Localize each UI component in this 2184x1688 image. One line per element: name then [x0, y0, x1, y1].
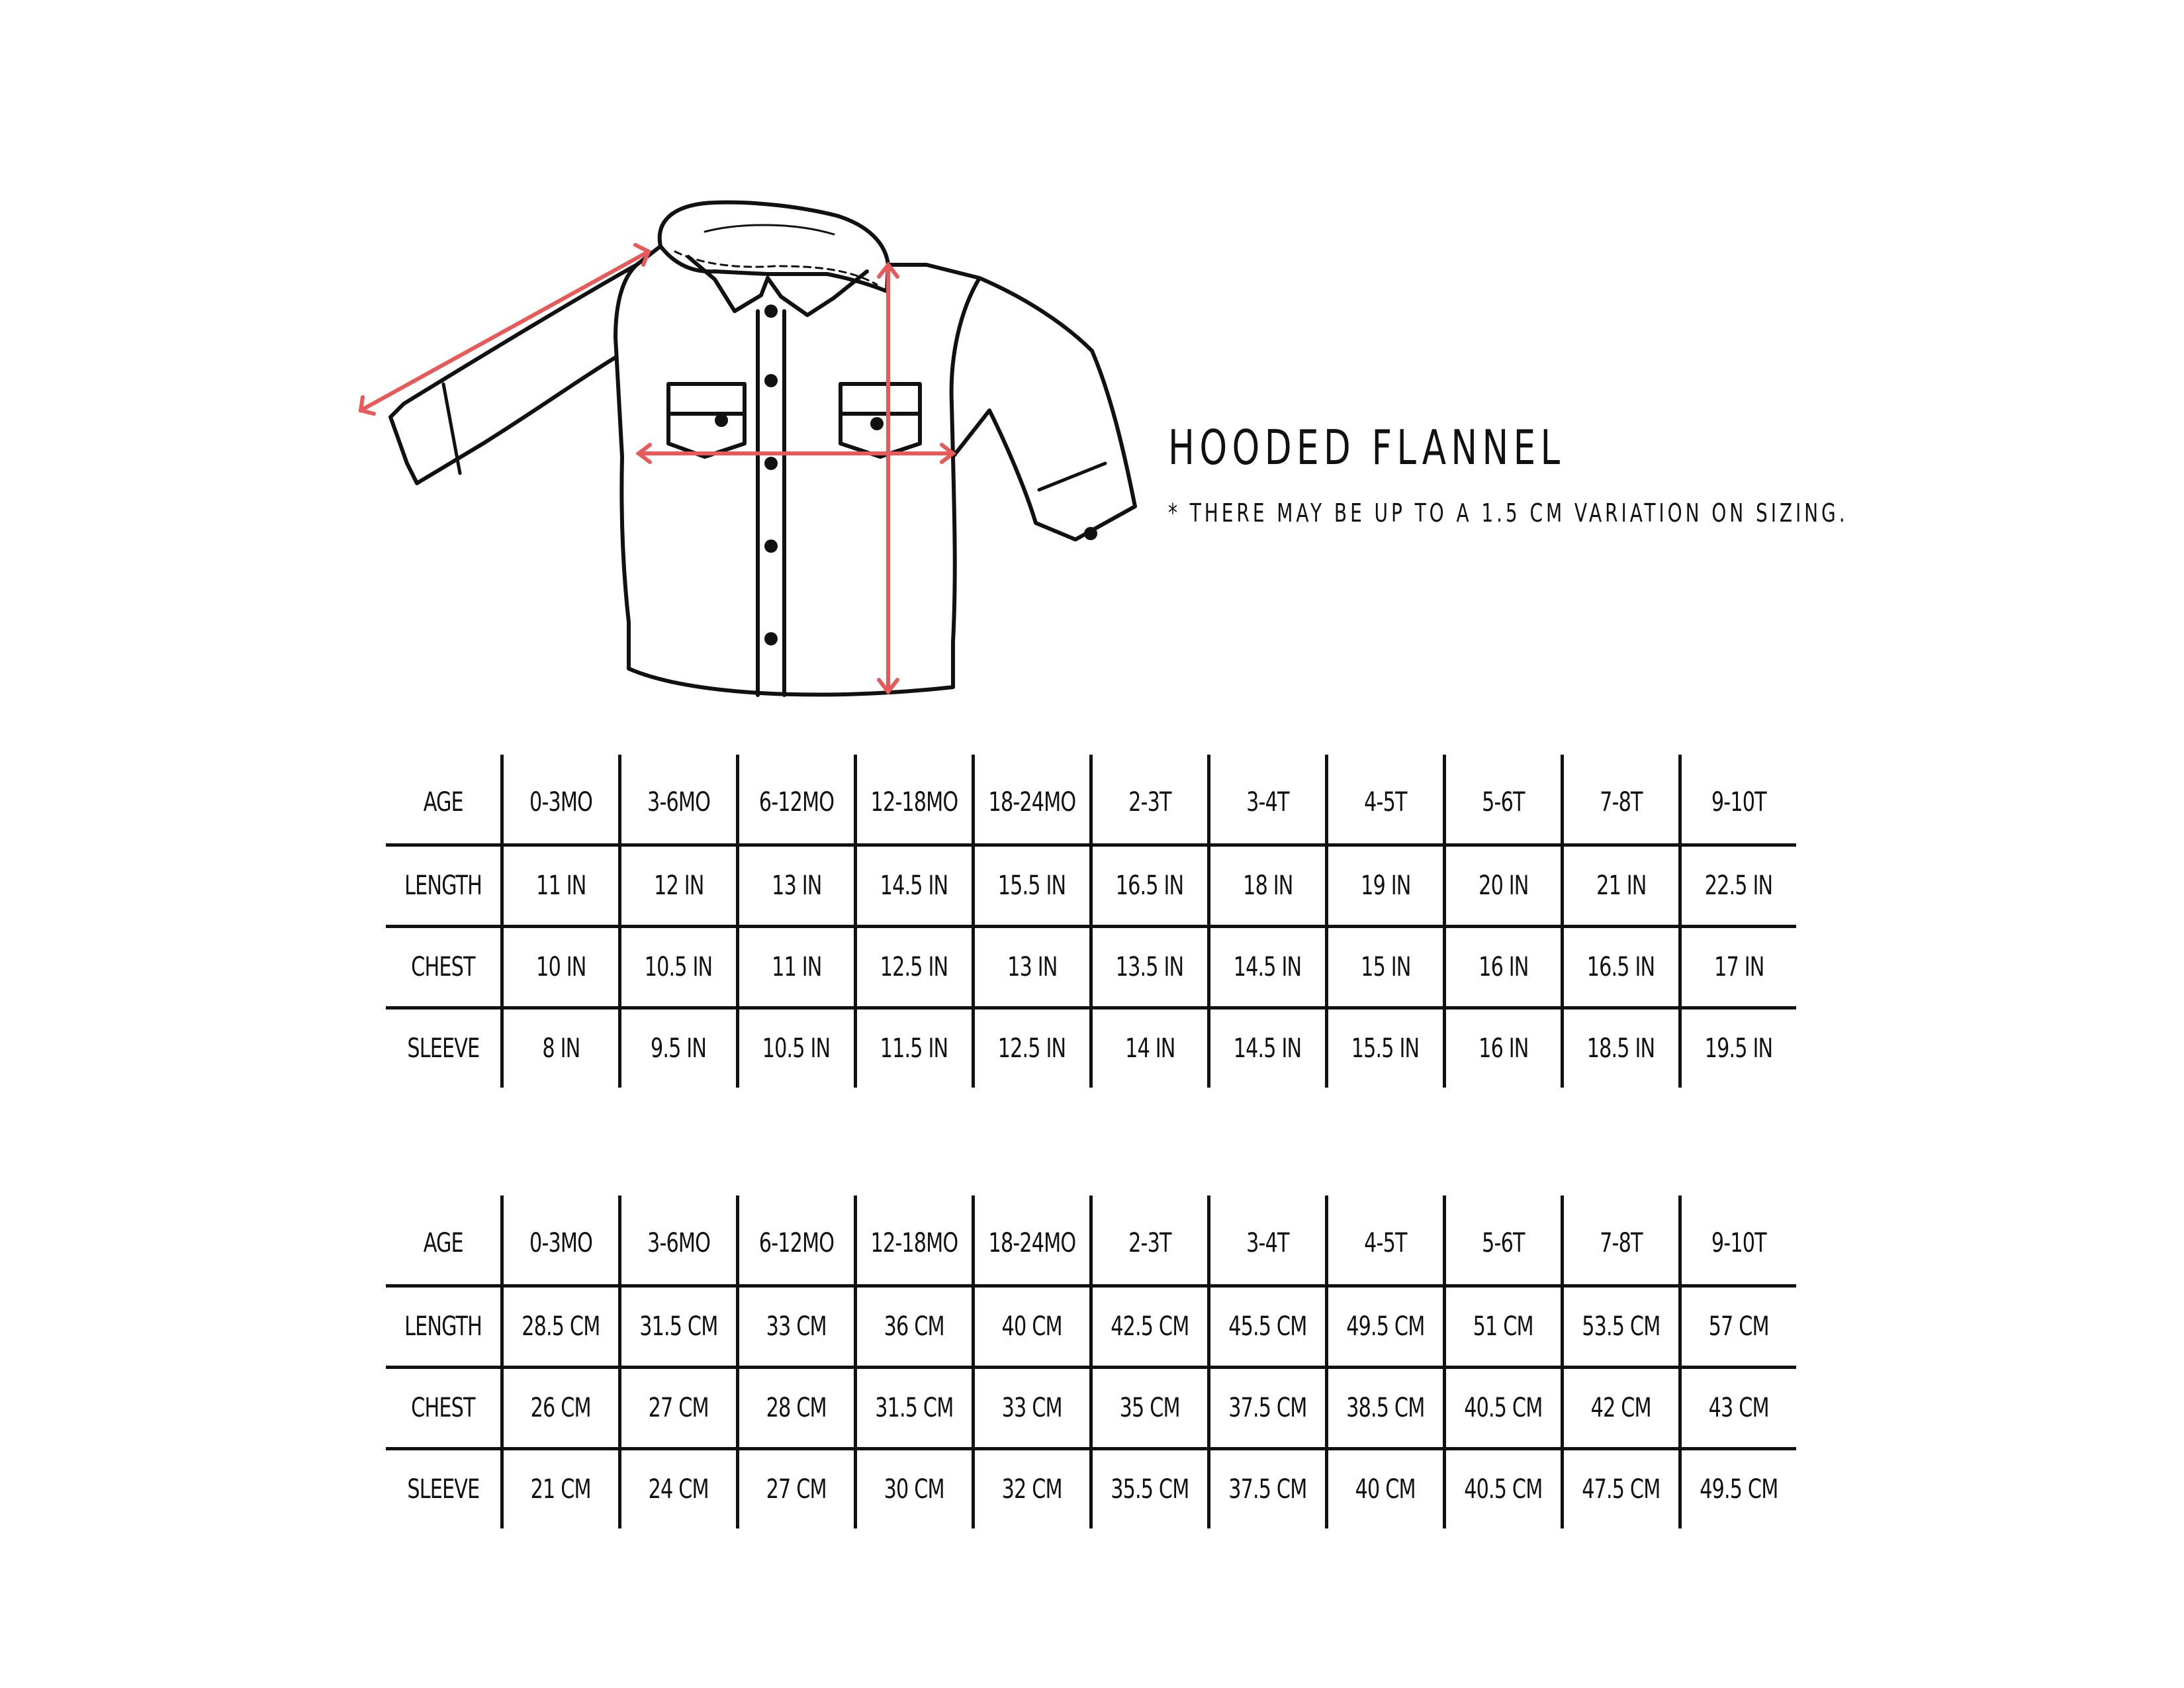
table-cell: 37.5 CM — [1209, 1449, 1327, 1529]
table-cell: 19 IN — [1327, 845, 1445, 927]
table-cell: 26 CM — [502, 1368, 620, 1449]
table-cell: 42.5 CM — [1091, 1286, 1209, 1368]
table-cell: 27 CM — [738, 1449, 856, 1529]
table-cell: 35.5 CM — [1091, 1449, 1209, 1529]
header-cell: 3-4T — [1209, 755, 1327, 845]
header-cell: 18-24MO — [974, 1196, 1091, 1286]
button-5 — [764, 632, 778, 645]
table-cell: 15.5 IN — [1327, 1008, 1445, 1088]
table-cell: 10.5 IN — [738, 1008, 856, 1088]
header-cell: 2-3T — [1091, 1196, 1209, 1286]
table-cell: 57 CM — [1680, 1286, 1797, 1368]
table-cell: 40.5 CM — [1445, 1368, 1563, 1449]
table-cell: 40 CM — [974, 1286, 1091, 1368]
header-cell: AGE — [423, 1228, 463, 1258]
table-cell: 16.5 IN — [1091, 845, 1209, 927]
table-cell: 18 IN — [1209, 845, 1327, 927]
table-row-sleeve — [386, 1449, 1796, 1529]
table-cell: 38.5 CM — [1327, 1368, 1445, 1449]
table-cell: SLEEVE — [386, 1449, 502, 1529]
pocket-left — [668, 384, 745, 457]
table-cell: 45.5 CM — [1209, 1286, 1327, 1368]
table-row-chest — [386, 927, 1796, 1008]
table-cell: 13.5 IN — [1091, 927, 1209, 1008]
header-cell: 3-6MO — [620, 1196, 738, 1286]
table-cell: 28.5 CM — [502, 1286, 620, 1368]
header-cell: 4-5T — [1327, 1196, 1445, 1286]
table-cell: 47.5 CM — [1563, 1449, 1680, 1529]
header-cell: 5-6T — [1445, 1196, 1563, 1286]
table-cell: 11 IN — [502, 845, 620, 927]
table-cell: 27 CM — [620, 1368, 738, 1449]
table-cell: 40.5 CM — [1445, 1449, 1563, 1529]
table-cell: 49.5 CM — [1680, 1449, 1797, 1529]
table-cell: 10 IN — [502, 927, 620, 1008]
header-cell: 4-5T — [1327, 755, 1445, 845]
table-cell: 49.5 CM — [1327, 1286, 1445, 1368]
header-cell: 7-8T — [1563, 1196, 1680, 1286]
table-cell: 14.5 IN — [856, 845, 974, 927]
table-cell: 13 IN — [974, 927, 1091, 1008]
header-cell: 5-6T — [1445, 755, 1563, 845]
hood-inner-fold — [705, 225, 834, 234]
header-cell: 0-3MO — [502, 755, 620, 845]
table-cell: LENGTH — [386, 1286, 502, 1368]
table-row-length — [386, 845, 1796, 927]
button-4 — [764, 539, 778, 553]
table-cell: 21 IN — [1563, 845, 1680, 927]
table-cell: 8 IN — [502, 1008, 620, 1088]
table-cell: 43 CM — [1680, 1368, 1797, 1449]
sizing-note: * THERE MAY BE UP TO A 1.5 CM VARIATION ON SIZING. — [1168, 498, 1848, 528]
table-cell: 13 IN — [738, 845, 856, 927]
table-cell: 37.5 CM — [1209, 1368, 1327, 1449]
table-cell: 51 CM — [1445, 1286, 1563, 1368]
table-cell: 31.5 CM — [620, 1286, 738, 1368]
table-cell: 12.5 IN — [856, 927, 974, 1008]
table-cell: 12 IN — [620, 845, 738, 927]
header-cell: 9-10T — [1680, 755, 1797, 845]
header-cell: 3-6MO — [620, 755, 738, 845]
table-row-sleeve — [386, 1008, 1796, 1088]
table-cell: 21 CM — [502, 1449, 620, 1529]
header-cell: 12-18MO — [856, 1196, 974, 1286]
flannel-illustration — [344, 179, 1138, 748]
table-cell: 30 CM — [856, 1449, 974, 1529]
table-cell: 35 CM — [1091, 1368, 1209, 1449]
table-cell: 16.5 IN — [1563, 927, 1680, 1008]
table-cell: LENGTH — [386, 845, 502, 927]
table-cell: CHEST — [386, 927, 502, 1008]
table-cell: 10.5 IN — [620, 927, 738, 1008]
header-cell: 6-12MO — [738, 1196, 856, 1286]
header-cell: 6-12MO — [738, 755, 856, 845]
page-title: HOODED FLANNEL — [1168, 420, 1565, 475]
table-cell: 16 IN — [1445, 1008, 1563, 1088]
header-cell: 2-3T — [1091, 755, 1209, 845]
table-cell: 18.5 IN — [1563, 1008, 1680, 1088]
table-cell: 11 IN — [738, 927, 856, 1008]
table-cell: 53.5 CM — [1563, 1286, 1680, 1368]
hood-outline — [660, 203, 888, 291]
button-1 — [764, 305, 778, 318]
table-cell: 20 IN — [1445, 845, 1563, 927]
table-cell: CHEST — [386, 1368, 502, 1449]
left-cuff-line — [443, 384, 460, 473]
header-cell: 12-18MO — [856, 755, 974, 845]
flannel-drawing — [344, 179, 1138, 748]
button-3 — [764, 457, 778, 470]
table-cell: 16 IN — [1445, 927, 1563, 1008]
header-cell: 3-4T — [1209, 1196, 1327, 1286]
size-table-inches — [386, 755, 1796, 1088]
title-block — [1168, 420, 1962, 528]
header-cell: AGE — [423, 787, 463, 818]
header-cell: 7-8T — [1563, 755, 1680, 845]
size-table-cm — [386, 1196, 1796, 1528]
table-cell: 17 IN — [1680, 927, 1797, 1008]
table-cell: 9.5 IN — [620, 1008, 738, 1088]
table-header-row — [386, 755, 1796, 845]
table-cell: 33 CM — [974, 1368, 1091, 1449]
table-cell: 40 CM — [1327, 1449, 1445, 1529]
table-cell: 14.5 IN — [1209, 927, 1327, 1008]
table-cell: 31.5 CM — [856, 1368, 974, 1449]
right-sleeve-outline — [953, 278, 1135, 539]
table-cell: 42 CM — [1563, 1368, 1680, 1449]
right-cuff-line — [1039, 463, 1105, 490]
header-cell: 0-3MO — [502, 1196, 620, 1286]
table-cell: 32 CM — [974, 1449, 1091, 1529]
header-cell: 18-24MO — [974, 755, 1091, 845]
table-cell: 22.5 IN — [1680, 845, 1797, 927]
table-row-length — [386, 1286, 1796, 1368]
table-cell: 15 IN — [1327, 927, 1445, 1008]
table-header-row — [386, 1196, 1796, 1286]
table-cell: SLEEVE — [386, 1008, 502, 1088]
button-2 — [764, 374, 778, 387]
table-cell: 15.5 IN — [974, 845, 1091, 927]
table-cell: 33 CM — [738, 1286, 856, 1368]
table-cell: 14 IN — [1091, 1008, 1209, 1088]
header-cell: 9-10T — [1680, 1196, 1797, 1286]
pocket-button-right — [870, 417, 884, 430]
cuff-button — [1084, 527, 1097, 540]
body-outline — [615, 246, 979, 694]
table-cell: 36 CM — [856, 1286, 974, 1368]
table-cell: 28 CM — [738, 1368, 856, 1449]
table-row-chest — [386, 1368, 1796, 1449]
table-cell: 12.5 IN — [974, 1008, 1091, 1088]
table-cell: 24 CM — [620, 1449, 738, 1529]
table-cell: 14.5 IN — [1209, 1008, 1327, 1088]
table-cell: 11.5 IN — [856, 1008, 974, 1088]
pocket-button-left — [715, 414, 728, 427]
table-cell: 19.5 IN — [1680, 1008, 1797, 1088]
sleeve-measure-arrow — [361, 252, 649, 410]
